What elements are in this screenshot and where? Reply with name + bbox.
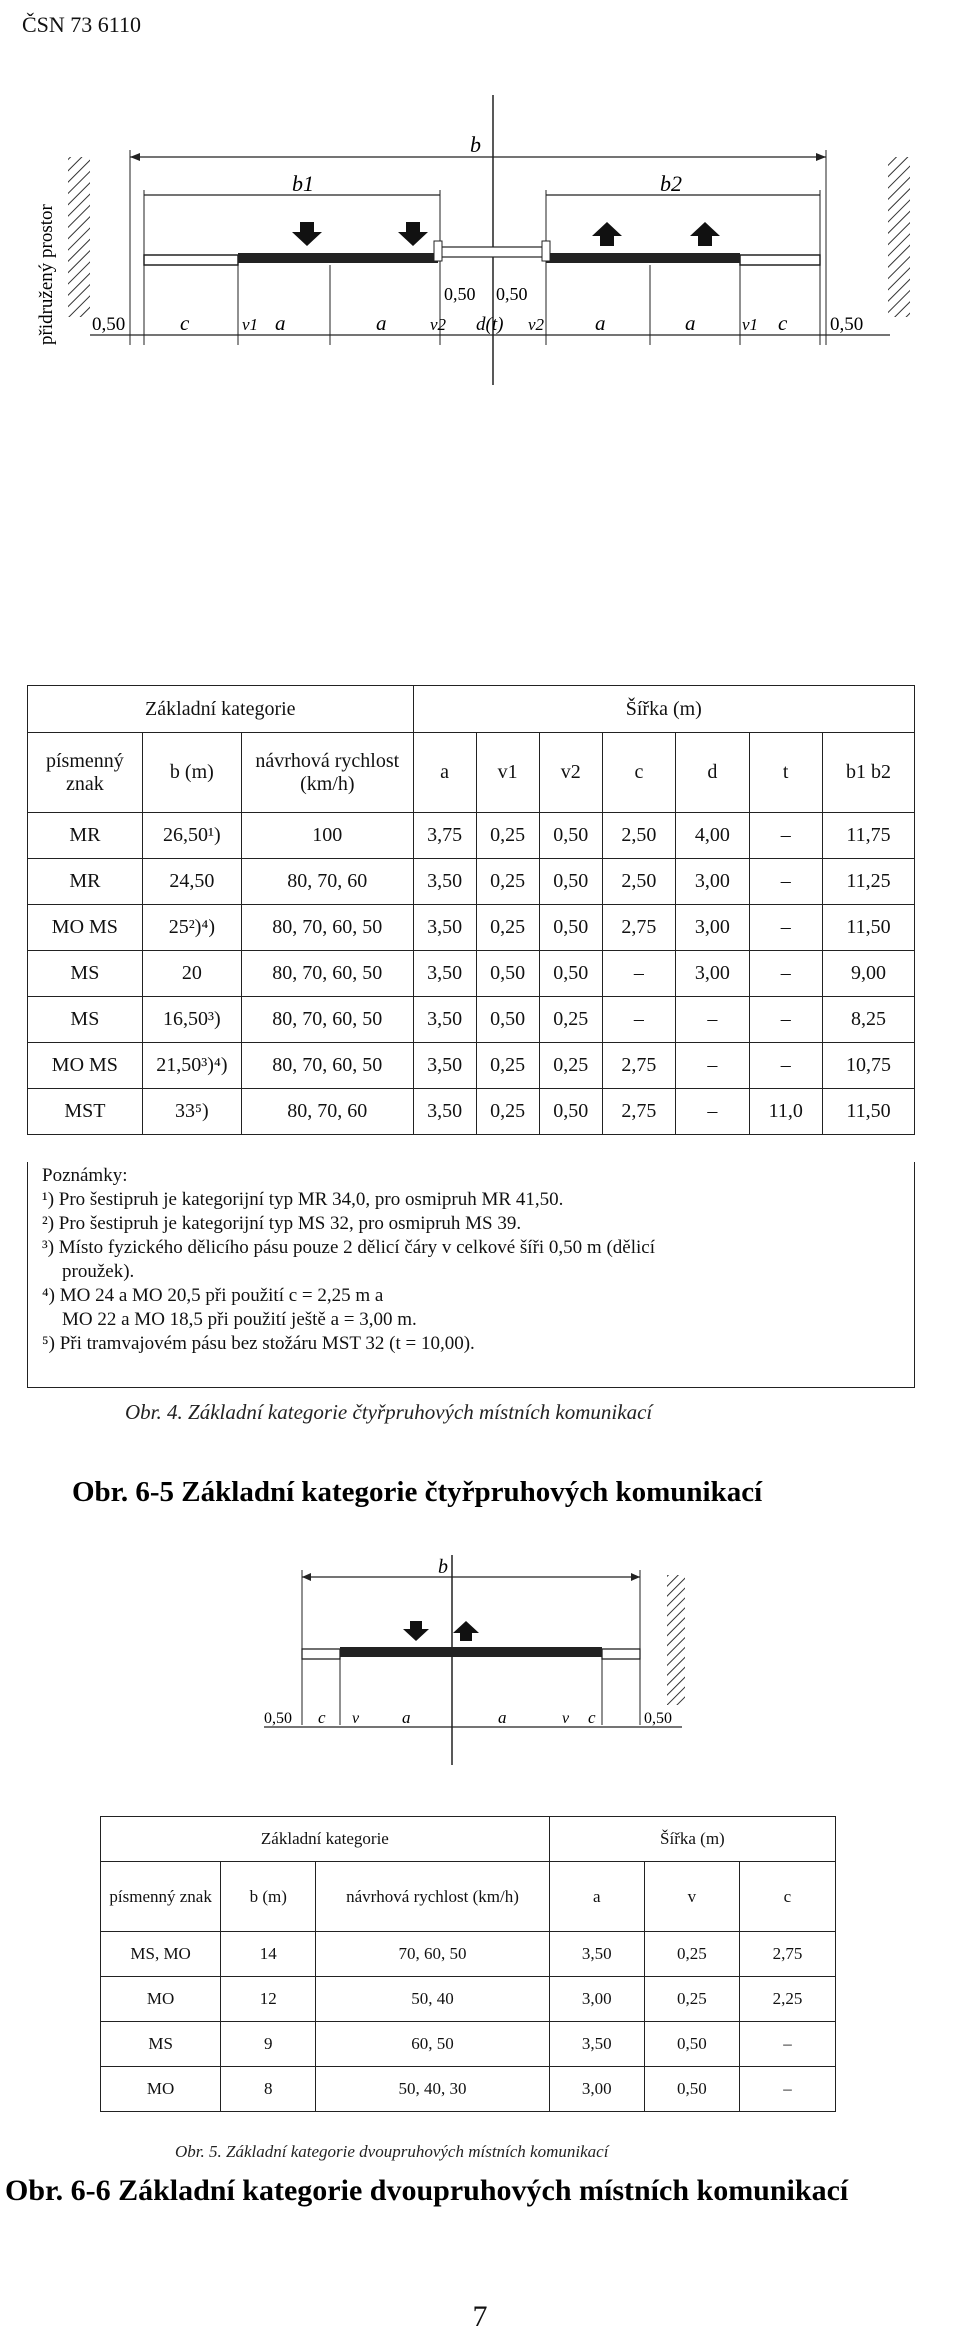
column-header: písmenný znak bbox=[28, 733, 143, 813]
table-row: MR 24,50 80, 70, 60 3,50 0,25 0,50 2,50 3,00 – 11,25 bbox=[28, 859, 915, 905]
column-header: c bbox=[739, 1862, 835, 1932]
carriageway bbox=[340, 1647, 602, 1657]
table-row: MST 33⁵) 80, 70, 60 3,50 0,25 0,50 2,75 – 11,0 11,50 bbox=[28, 1089, 915, 1135]
right-boundary-hatch bbox=[888, 157, 910, 317]
dim-c-left: c bbox=[180, 311, 190, 335]
dim-b2: b2 bbox=[660, 171, 682, 196]
note-item: ³) Místo fyzického dělicího pásu pouze 2 dělicí čáry v celkové šíři 0,50 m (dělicí bbox=[42, 1237, 655, 1258]
dim-edge-left: 0,50 bbox=[264, 1710, 292, 1727]
arrow-down-icon bbox=[403, 1621, 429, 1641]
column-header: v1 bbox=[476, 733, 539, 813]
table-row: MS 20 80, 70, 60, 50 3,50 0,50 0,50 – 3,00 – 9,00 bbox=[28, 951, 915, 997]
dim-a-right: a bbox=[498, 1708, 507, 1727]
dim-a-left: a bbox=[402, 1708, 411, 1727]
dim-a-4: a bbox=[685, 311, 696, 335]
arrow-up-icon bbox=[453, 1621, 479, 1641]
column-header: b (m) bbox=[221, 1862, 316, 1932]
dim-a-3: a bbox=[595, 311, 606, 335]
column-header: c bbox=[602, 733, 675, 813]
column-header: v bbox=[644, 1862, 739, 1932]
dim-b: b bbox=[438, 1556, 448, 1578]
note-item: proužek). bbox=[62, 1261, 135, 1282]
page-number: 7 bbox=[472, 2300, 488, 2333]
column-header: písmenný znak bbox=[101, 1862, 221, 1932]
figure-caption: Obr. 6-6 Základní kategorie dvoupruhových místních komunikací bbox=[5, 2174, 849, 2207]
dim-b1: b1 bbox=[292, 171, 314, 196]
table-four-lane-categories bbox=[27, 685, 915, 1135]
dim-v1-left: v1 bbox=[242, 315, 259, 334]
carriageway-right bbox=[546, 253, 740, 263]
column-header: návrhová rychlost (km/h) bbox=[316, 1862, 550, 1932]
note-item: ⁴) MO 24 a MO 20,5 při použití c = 2,25 m a bbox=[42, 1285, 384, 1306]
dim-edge-right: 0,50 bbox=[830, 314, 864, 335]
note-item: ¹) Pro šestipruh je kategorijní typ MR 34,0, pro osmipruh MR 41,50. bbox=[42, 1189, 564, 1210]
dim-v1-right: v1 bbox=[742, 315, 759, 334]
table-group-header: Šířka (m) bbox=[413, 686, 914, 733]
table-row: MO MS 25²)⁴) 80, 70, 60, 50 3,50 0,25 0,50 2,75 3,00 – 11,50 bbox=[28, 905, 915, 951]
column-header: a bbox=[549, 1862, 644, 1932]
table-row: MS, MO 14 70, 60, 50 3,50 0,25 2,75 bbox=[101, 1932, 836, 1977]
dim-a-1: a bbox=[275, 311, 286, 335]
right-boundary-hatch bbox=[667, 1575, 685, 1705]
note-item: MO 22 a MO 18,5 při použití ještě a = 3,00 m. bbox=[62, 1309, 417, 1330]
column-header: b1 b2 bbox=[822, 733, 914, 813]
arrow-up-icon bbox=[690, 222, 720, 246]
table-two-lane-categories bbox=[100, 1816, 836, 2112]
notes-title: Poznámky: bbox=[42, 1165, 128, 1186]
dim-median-right: 0,50 bbox=[496, 284, 528, 304]
note-item: ⁵) Při tramvajovém pásu bez stožáru MST 32 (t = 10,00). bbox=[42, 1333, 475, 1354]
table-group-header: Základní kategorie bbox=[28, 686, 414, 733]
dim-dt: d(t) bbox=[476, 314, 504, 335]
cross-section-four-lane bbox=[30, 95, 910, 385]
table-row: MS 9 60, 50 3,50 0,50 – bbox=[101, 2022, 836, 2067]
dim-c-left: c bbox=[318, 1708, 326, 1727]
table-row: MO 8 50, 40, 30 3,00 0,50 – bbox=[101, 2067, 836, 2112]
column-header: v2 bbox=[539, 733, 602, 813]
dim-a-2: a bbox=[376, 311, 387, 335]
figure-caption: Obr. 6-5 Základní kategorie čtyřpruhových komunikací bbox=[72, 1476, 763, 1508]
arrow-up-icon bbox=[592, 222, 622, 246]
figure-caption-original: Obr. 5. Základní kategorie dvoupruhových místních komunikací bbox=[175, 2142, 609, 2161]
dim-v-left: v bbox=[352, 1710, 360, 1727]
table-group-header: Šířka (m) bbox=[549, 1817, 835, 1862]
dim-edge-left: 0,50 bbox=[92, 314, 126, 335]
dim-c-right: c bbox=[778, 311, 788, 335]
column-header: d bbox=[676, 733, 749, 813]
table-notes bbox=[27, 1162, 915, 1388]
column-header: návrhová rychlost (km/h) bbox=[241, 733, 413, 813]
figure-caption-original: Obr. 4. Základní kategorie čtyřpruhových místních komunikací bbox=[125, 1400, 653, 1424]
cross-section-two-lane bbox=[262, 1555, 702, 1765]
side-area-label: přidružený prostor bbox=[36, 204, 57, 345]
table-row: MO MS 21,50³)⁴) 80, 70, 60, 50 3,50 0,25 0,25 2,75 – – 10,75 bbox=[28, 1043, 915, 1089]
dim-edge-right: 0,50 bbox=[644, 1710, 672, 1727]
table-row: MS 16,50³) 80, 70, 60, 50 3,50 0,50 0,25 – – – 8,25 bbox=[28, 997, 915, 1043]
dim-c-right: c bbox=[588, 1708, 596, 1727]
column-header: a bbox=[413, 733, 476, 813]
arrow-down-icon bbox=[398, 222, 428, 246]
note-item: ²) Pro šestipruh je kategorijní typ MS 32, pro osmipruh MS 39. bbox=[42, 1213, 522, 1234]
dim-b: b bbox=[470, 132, 481, 157]
dim-v2-right: v2 bbox=[528, 315, 545, 334]
dim-v-right: v bbox=[562, 1710, 570, 1727]
dim-median-left: 0,50 bbox=[444, 284, 476, 304]
carriageway-left bbox=[238, 253, 438, 263]
arrow-down-icon bbox=[292, 222, 322, 246]
page-header: ČSN 73 6110 bbox=[22, 12, 141, 37]
column-header: t bbox=[749, 733, 822, 813]
dim-v2-left: v2 bbox=[430, 315, 447, 334]
table-group-header: Základní kategorie bbox=[101, 1817, 550, 1862]
table-row: MR 26,50¹) 100 3,75 0,25 0,50 2,50 4,00 – 11,75 bbox=[28, 813, 915, 859]
column-header: b (m) bbox=[142, 733, 241, 813]
left-boundary-hatch bbox=[68, 157, 90, 317]
table-row: MO 12 50, 40 3,00 0,25 2,25 bbox=[101, 1977, 836, 2022]
